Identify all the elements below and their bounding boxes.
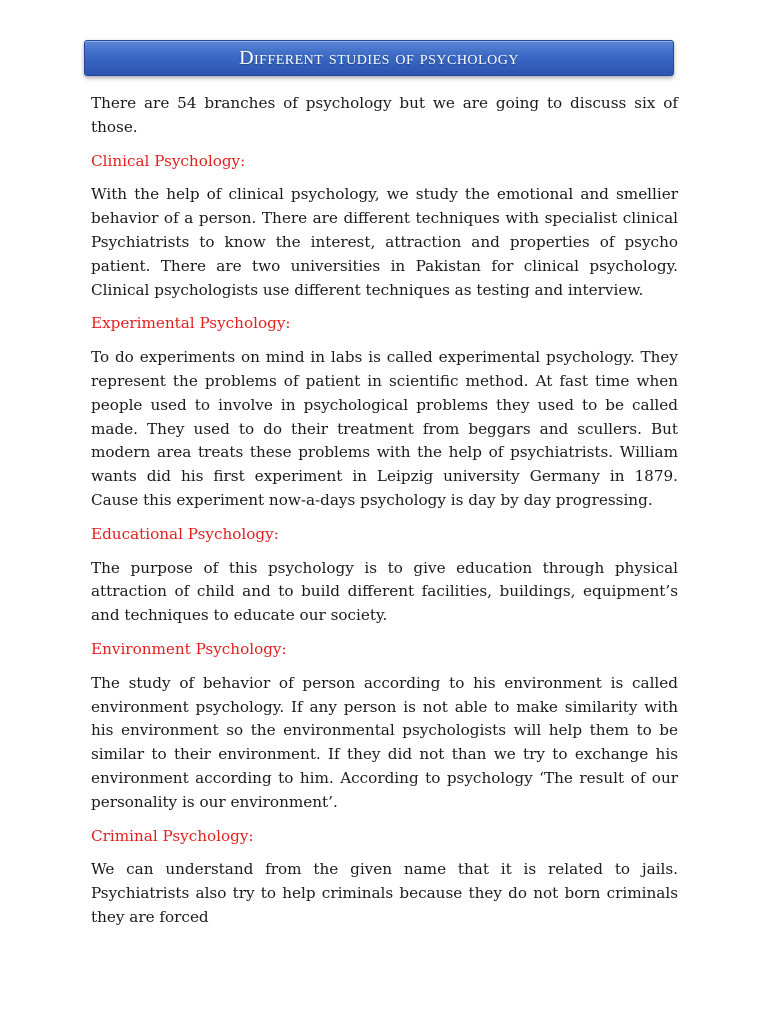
section-body-criminal: We can understand from the given name that it is related to jails. Psychiatrists also try to help criminals because they do not born criminals they are forced [91,860,678,926]
intro-paragraph: There are 54 branches of psychology but we are going to discuss six of those. [91,94,678,136]
section-body-clinical: With the help of clinical psychology, we study the emotional and smellier behavior of a person. There are different techniques with specialist clinical Psychiatrists to know the interest, attraction and properties of psycho patient. There are two universities in Pakistan for clinical psychology. Clinical psychologists use different techniques as testing and interview. [91,185,678,299]
section-heading-environment: Environment Psychology: [91,639,287,658]
document-body [91,92,678,940]
title-banner [84,40,674,76]
section-body-environment: The study of behavior of person according to his environment is called environment psychology. If any person is not able to make similarity with his environment so the environmental psychologists will help them to be similar to their environment. If they did not than we try to exchange his environment according to him. According to psychology ‘The result of our personality is our environment’. [91,673,678,811]
section-heading-educational: Educational Psychology: [91,524,279,543]
section-heading-criminal: Criminal Psychology: [91,826,254,845]
section-heading-experimental: Experimental Psychology: [91,314,291,333]
section-body-educational: The purpose of this psychology is to give education through physical attraction of child and to build different facilities, buildings, equipment’s and techniques to educate our society. [91,558,678,625]
page-title: Different studies of psychology [239,46,519,69]
section-body-experimental: To do experiments on mind in labs is called experimental psychology. They represent the problems of patient in scientific method. At fast time when people used to involve in psychological problems they used to be called made. They used to do their treatment from beggars and scullers. But modern area treats these problems with the help of psychiatrists. William wants did his first experiment in Leipzig university Germany in 1879. Cause this experiment now-a-days psychology is day by day progressing. [91,348,678,509]
section-heading-clinical: Clinical Psychology: [91,151,246,170]
